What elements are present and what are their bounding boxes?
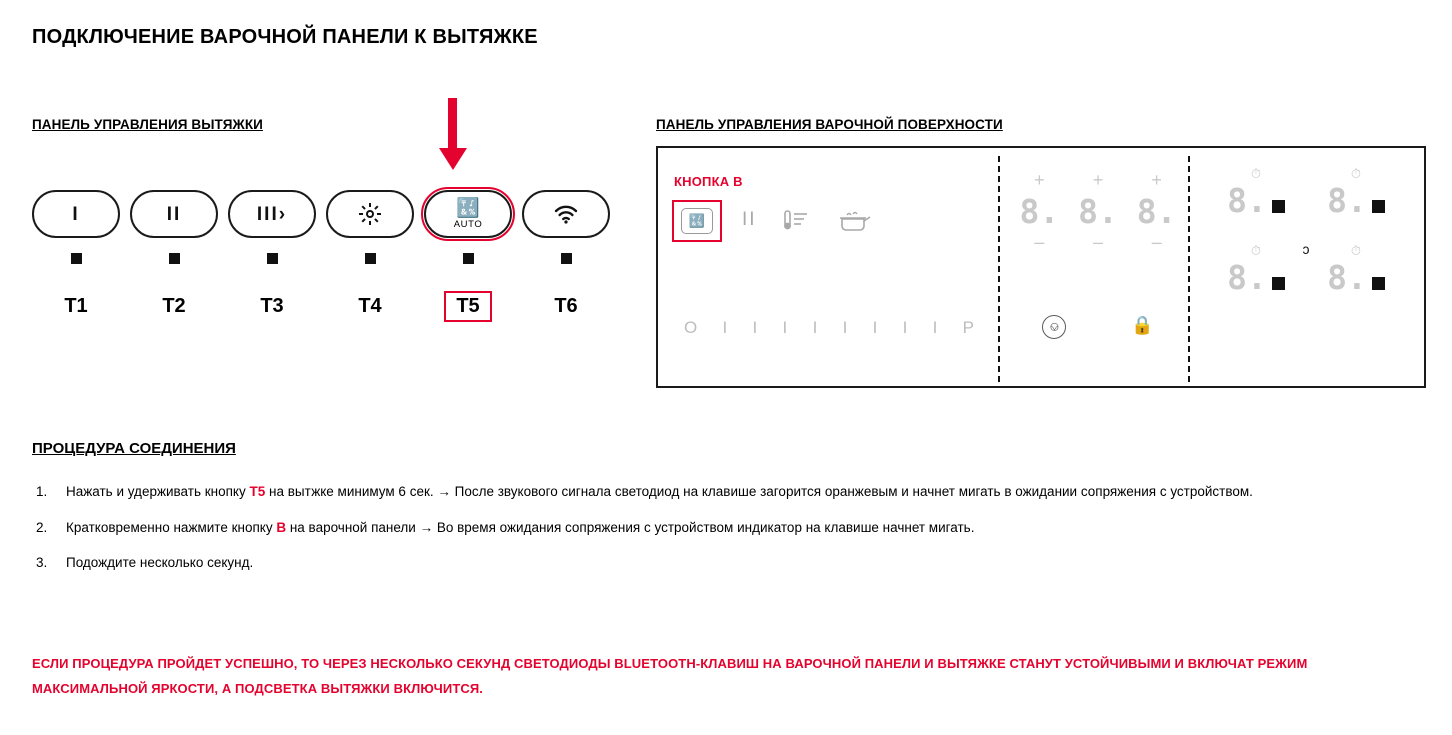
sun-icon [359,203,381,225]
plus-buttons-row [1010,170,1186,191]
step-number: 1. [36,484,48,499]
clock-icon: ⏱ [1250,166,1262,181]
hood-key-t1-glyph: I [72,203,80,225]
hood-key-t2[interactable] [130,190,218,238]
display-digit: 8. [1136,192,1177,231]
timer-dot-indicator [1272,200,1285,213]
led-indicator-t4 [365,253,376,264]
key-label-t4: T4 [358,294,382,317]
timer-dot-indicator [1372,277,1385,290]
timer-digit: 8. [1227,181,1267,220]
step-arrow-icon: → [437,484,451,499]
key-label-t6: T6 [554,294,578,317]
timer-dot-indicator [1272,277,1285,290]
page-title: ПОДКЛЮЧЕНИЕ ВАРОЧНОЙ ПАНЕЛИ К ВЫТЯЖКЕ [32,26,538,48]
hood-key-t3-glyph: III› [256,203,288,225]
led-indicator-t3 [267,253,278,264]
minus-button[interactable]: – [1151,232,1162,252]
power-slider[interactable] [684,318,974,338]
hob-control-panel [656,146,1426,388]
plus-button[interactable]: + [1034,170,1045,190]
slider-tick: I [782,318,788,337]
step-number: 2. [36,519,48,535]
procedure-heading: ПРОЦЕДУРА СОЕДИНЕНИЯ [32,440,236,457]
hob-panel-heading: ПАНЕЛЬ УПРАВЛЕНИЯ ВАРОЧНОЙ ПОВЕРХНОСТИ [656,117,1003,132]
step-arrow-icon: → [419,519,434,535]
bluetooth-icon: 🔣 [681,208,713,234]
timer-dot-indicator [1372,200,1385,213]
clock-icon: ⏱ [1250,243,1262,258]
hood-key-t5-sub: AUTO [453,218,483,230]
plus-button[interactable]: + [1092,170,1104,190]
procedure-step [32,518,1422,538]
display-digit: 8. [1019,192,1060,231]
clock-icon: ⏱ [1350,243,1362,258]
timer-digits-top [1206,181,1406,220]
timer-center-symbol: ↄ [1302,241,1310,257]
lock-icon[interactable]: 🔒 [1131,315,1154,335]
hood-key-t1[interactable] [32,190,120,238]
hood-control-panel [32,190,610,238]
hob-bluetooth-button-highlight[interactable] [672,200,722,242]
procedure-steps [32,482,1422,589]
hood-key-labels [32,287,610,325]
display-digit: 8. [1078,192,1118,231]
hood-key-t3[interactable] [228,190,316,238]
hob-key-two-bars[interactable]: II [742,209,757,230]
minus-buttons-row [1010,232,1186,253]
step-text-pre: Подождите несколько секунд. [66,555,254,571]
pot-icon[interactable] [838,210,872,236]
slider-tick: I [842,318,848,337]
led-indicator-t5 [463,253,474,264]
step-text-tail: Во время ожидания сопряжения с устройством индикатор на клавише начнет мигать. [433,519,975,535]
bluetooth-icon: 🔣 [456,197,480,219]
minus-button[interactable]: – [1092,232,1103,252]
key-label-t3: T3 [260,294,284,317]
hood-key-t6[interactable] [522,190,610,238]
panel-divider-2 [1188,156,1190,382]
step-key-ref: T5 [249,484,266,499]
seven-segment-display [1010,192,1186,231]
procedure-step [32,553,1422,573]
red-arrow-icon [444,98,458,170]
hood-key-t5[interactable] [424,190,512,238]
procedure-note: ЕСЛИ ПРОЦЕДУРА ПРОЙДЕТ УСПЕШНО, ТО ЧЕРЕЗ НЕСКОЛЬКО СЕКУНД СВЕТОДИОДЫ BLUETOOTH-КЛАВИШ НА ВАРОЧНОЙ ПАНЕЛИ И ВЫТЯЖКЕ СТАНУТ УСТОЙЧИВЫМИ И ВКЛЮЧАТ РЕЖИМ МАКСИМАЛЬНОЙ ЯРКОСТИ, А ПОДСВЕТКА ВЫТЯЖКИ ВКЛЮЧИТСЯ. [32,656,1308,696]
slider-tick: I [722,318,728,337]
led-indicator-t2 [169,253,180,264]
step-key-ref: B [276,519,287,535]
timer-digit: 8. [1327,258,1367,297]
hob-bottom-controls [1010,315,1186,339]
step-text-pre: Нажать и удерживать кнопку [66,484,250,499]
slider-tick: I [872,318,878,337]
slider-start-label: O [684,318,698,337]
timer-digit: 8. [1327,181,1367,220]
wifi-icon [553,204,579,224]
led-indicator-t1 [71,253,82,264]
led-indicator-t6 [561,253,572,264]
hood-panel-heading: ПАНЕЛЬ УПРАВЛЕНИЯ ВЫТЯЖКИ [32,117,263,132]
thermometer-icon[interactable] [782,208,810,236]
timer-digits-bottom [1206,258,1406,297]
clock-icon: ⏱ [1350,166,1362,181]
hood-led-indicators [32,253,610,264]
hob-timers-group [1206,166,1406,297]
step-text-post: на варочной панели [286,519,420,535]
key-label-t5: T5 [444,291,491,322]
slider-tick: I [932,318,938,337]
procedure-step [32,482,1422,502]
key-label-t2: T2 [162,294,186,317]
slider-tick: I [902,318,908,337]
step-text-post: на вытжке минимум 6 сек. [265,484,438,499]
minus-button[interactable]: – [1034,232,1045,252]
hob-display-group [1010,168,1186,339]
button-b-caption: КНОПКА B [674,174,743,189]
timer-clock-row-bottom [1206,243,1406,259]
plus-button[interactable]: + [1151,170,1162,190]
slider-tick: I [812,318,818,337]
timer-digit: 8. [1227,258,1267,297]
step-text-tail: После звукового сигнала светодиод на клавише загорится оранжевым и начнет мигать в ожидании сопряжения с устройством. [450,484,1253,499]
hood-key-t2-glyph: II [166,203,182,225]
step-text-pre: Кратковременно нажмите кнопку [66,519,277,535]
power-icon[interactable]: ⎉ [1042,315,1066,339]
hood-key-t4[interactable] [326,190,414,238]
key-label-t1: T1 [64,294,88,317]
timer-clock-row-top [1206,166,1406,182]
slider-tick: I [752,318,758,337]
step-number: 3. [36,555,48,571]
panel-divider-1 [998,156,1000,382]
slider-end-label: P [962,318,974,337]
